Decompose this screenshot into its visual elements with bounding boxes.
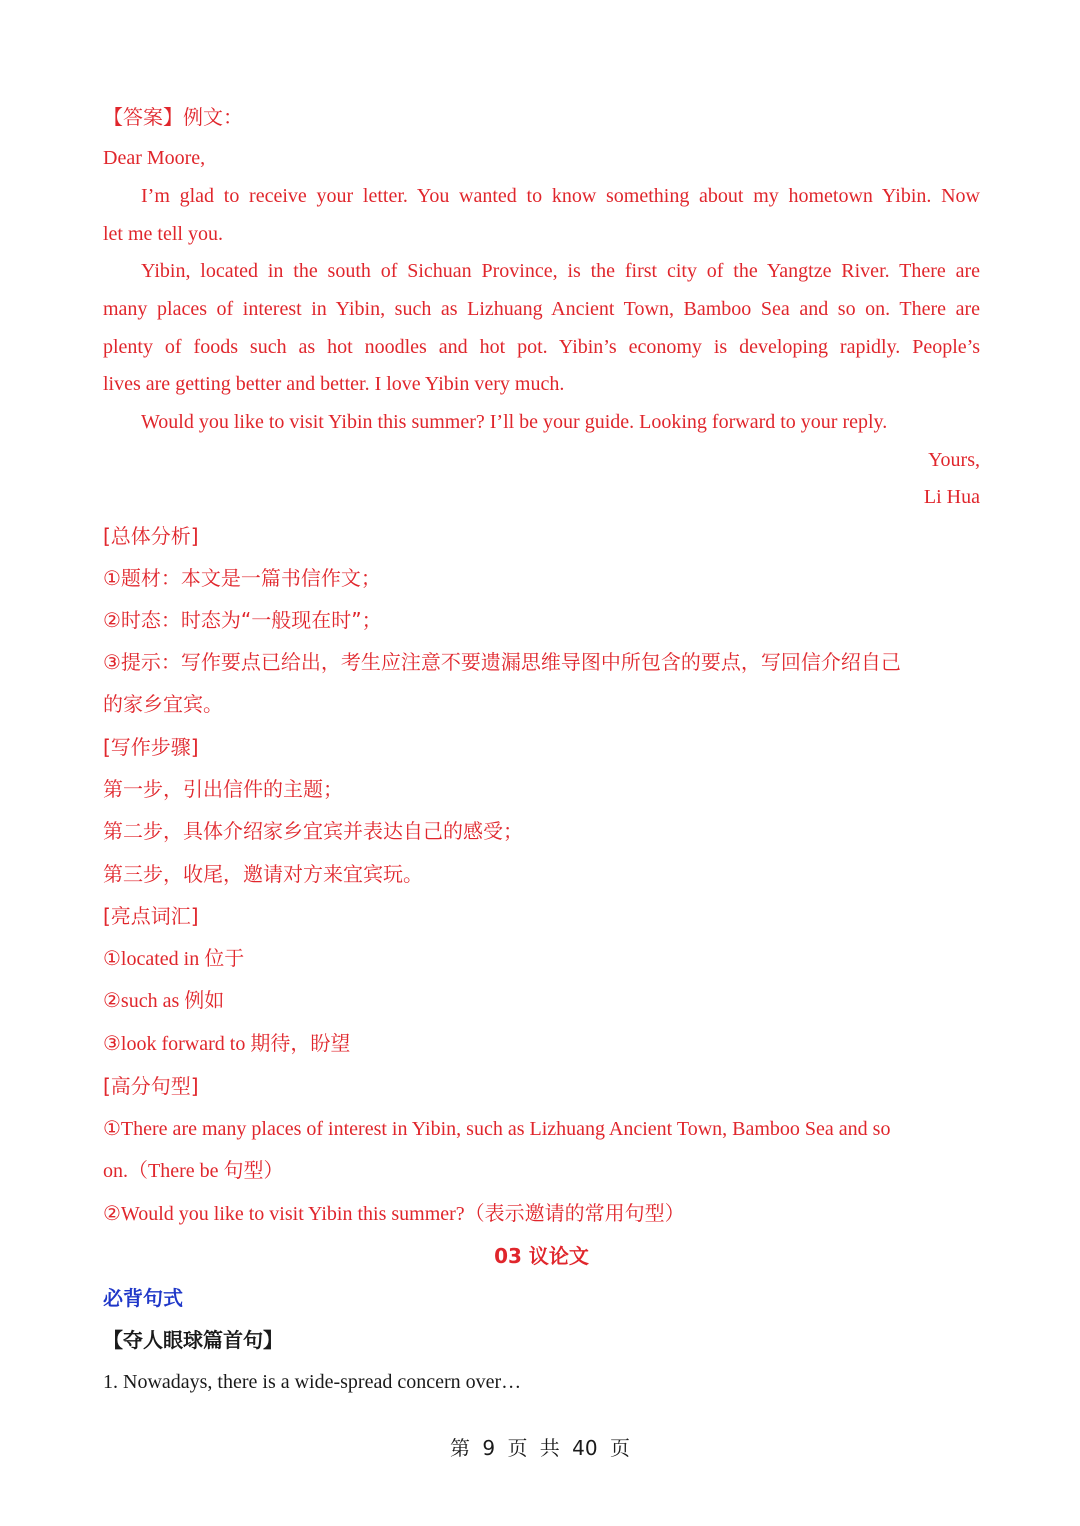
steps-item-2: 第二步，具体介绍家乡宜宾并表达自己的感受； [103,819,523,843]
analysis-heading: [总体分析] [103,524,199,548]
letter-p2-line3: plenty of foods such as hot noodles and hot pot. Yibin’s economy is developing rapidly. People’s [103,336,980,358]
letter-p2-line2: many places of interest in Yibin, such as Lizhuang Ancient Town, Bamboo Sea and so on. There are [103,298,980,320]
opening-item-1: 1. Nowadays, there is a wide-spread concern over… [103,1371,522,1393]
sentences-heading: [高分句型] [103,1074,199,1098]
analysis-item-3-cont: 的家乡宜宾。 [103,692,223,716]
letter-p2-line4: lives are getting better and better. I love Yibin very much. [103,373,565,395]
letter-salutation: Dear Moore, [103,147,206,169]
section-title: 03 议论文 [494,1244,589,1268]
analysis-item-1: ①题材：本文是一篇书信作文； [103,566,381,590]
answer-heading: 【答案】例文： [103,105,243,129]
steps-item-3: 第三步，收尾，邀请对方来宜宾玩。 [103,862,423,886]
vocab-heading: [亮点词汇] [103,904,199,928]
letter-p3-line1: Would you like to visit Yibin this summer? I’ll be your guide. Looking forward to your reply. [141,411,888,433]
sentences-item-2: ②Would you like to visit Yibin this summer?（表示邀请的常用句型） [103,1203,685,1225]
opening-heading: 【夺人眼球篇首句】 [103,1328,283,1352]
steps-item-1: 第一步，引出信件的主题； [103,777,343,801]
steps-heading: [写作步骤] [103,735,199,759]
letter-signature: Li Hua [923,486,980,508]
analysis-item-2: ②时态：时态为“一般现在时”； [103,608,382,632]
sentences-item-1-line2: on.（There be 句型） [103,1160,284,1182]
must-recite-heading: 必背句式 [103,1286,183,1310]
sentences-item-1-line1: ①There are many places of interest in Yibin, such as Lizhuang Ancient Town, Bamboo Sea and so [103,1118,891,1140]
vocab-item-1: ①located in 位于 [103,948,245,970]
letter-p2-line1: Yibin, located in the south of Sichuan Province, is the first city of the Yangtze River. There are [141,260,980,282]
page-footer: 第 9 页 共 40 页 [450,1436,630,1460]
letter-p1-line1: I’m glad to receive your letter. You wanted to know something about my hometown Yibin. Now [141,185,980,207]
letter-closing: Yours, [928,449,980,471]
letter-p1-line2: let me tell you. [103,223,223,245]
analysis-item-3: ③提示：写作要点已给出，考生应注意不要遗漏思维导图中所包含的要点，写回信介绍自己 [103,650,901,674]
vocab-item-3: ③look forward to 期待，盼望 [103,1033,351,1055]
vocab-item-2: ②such as 例如 [103,990,225,1012]
